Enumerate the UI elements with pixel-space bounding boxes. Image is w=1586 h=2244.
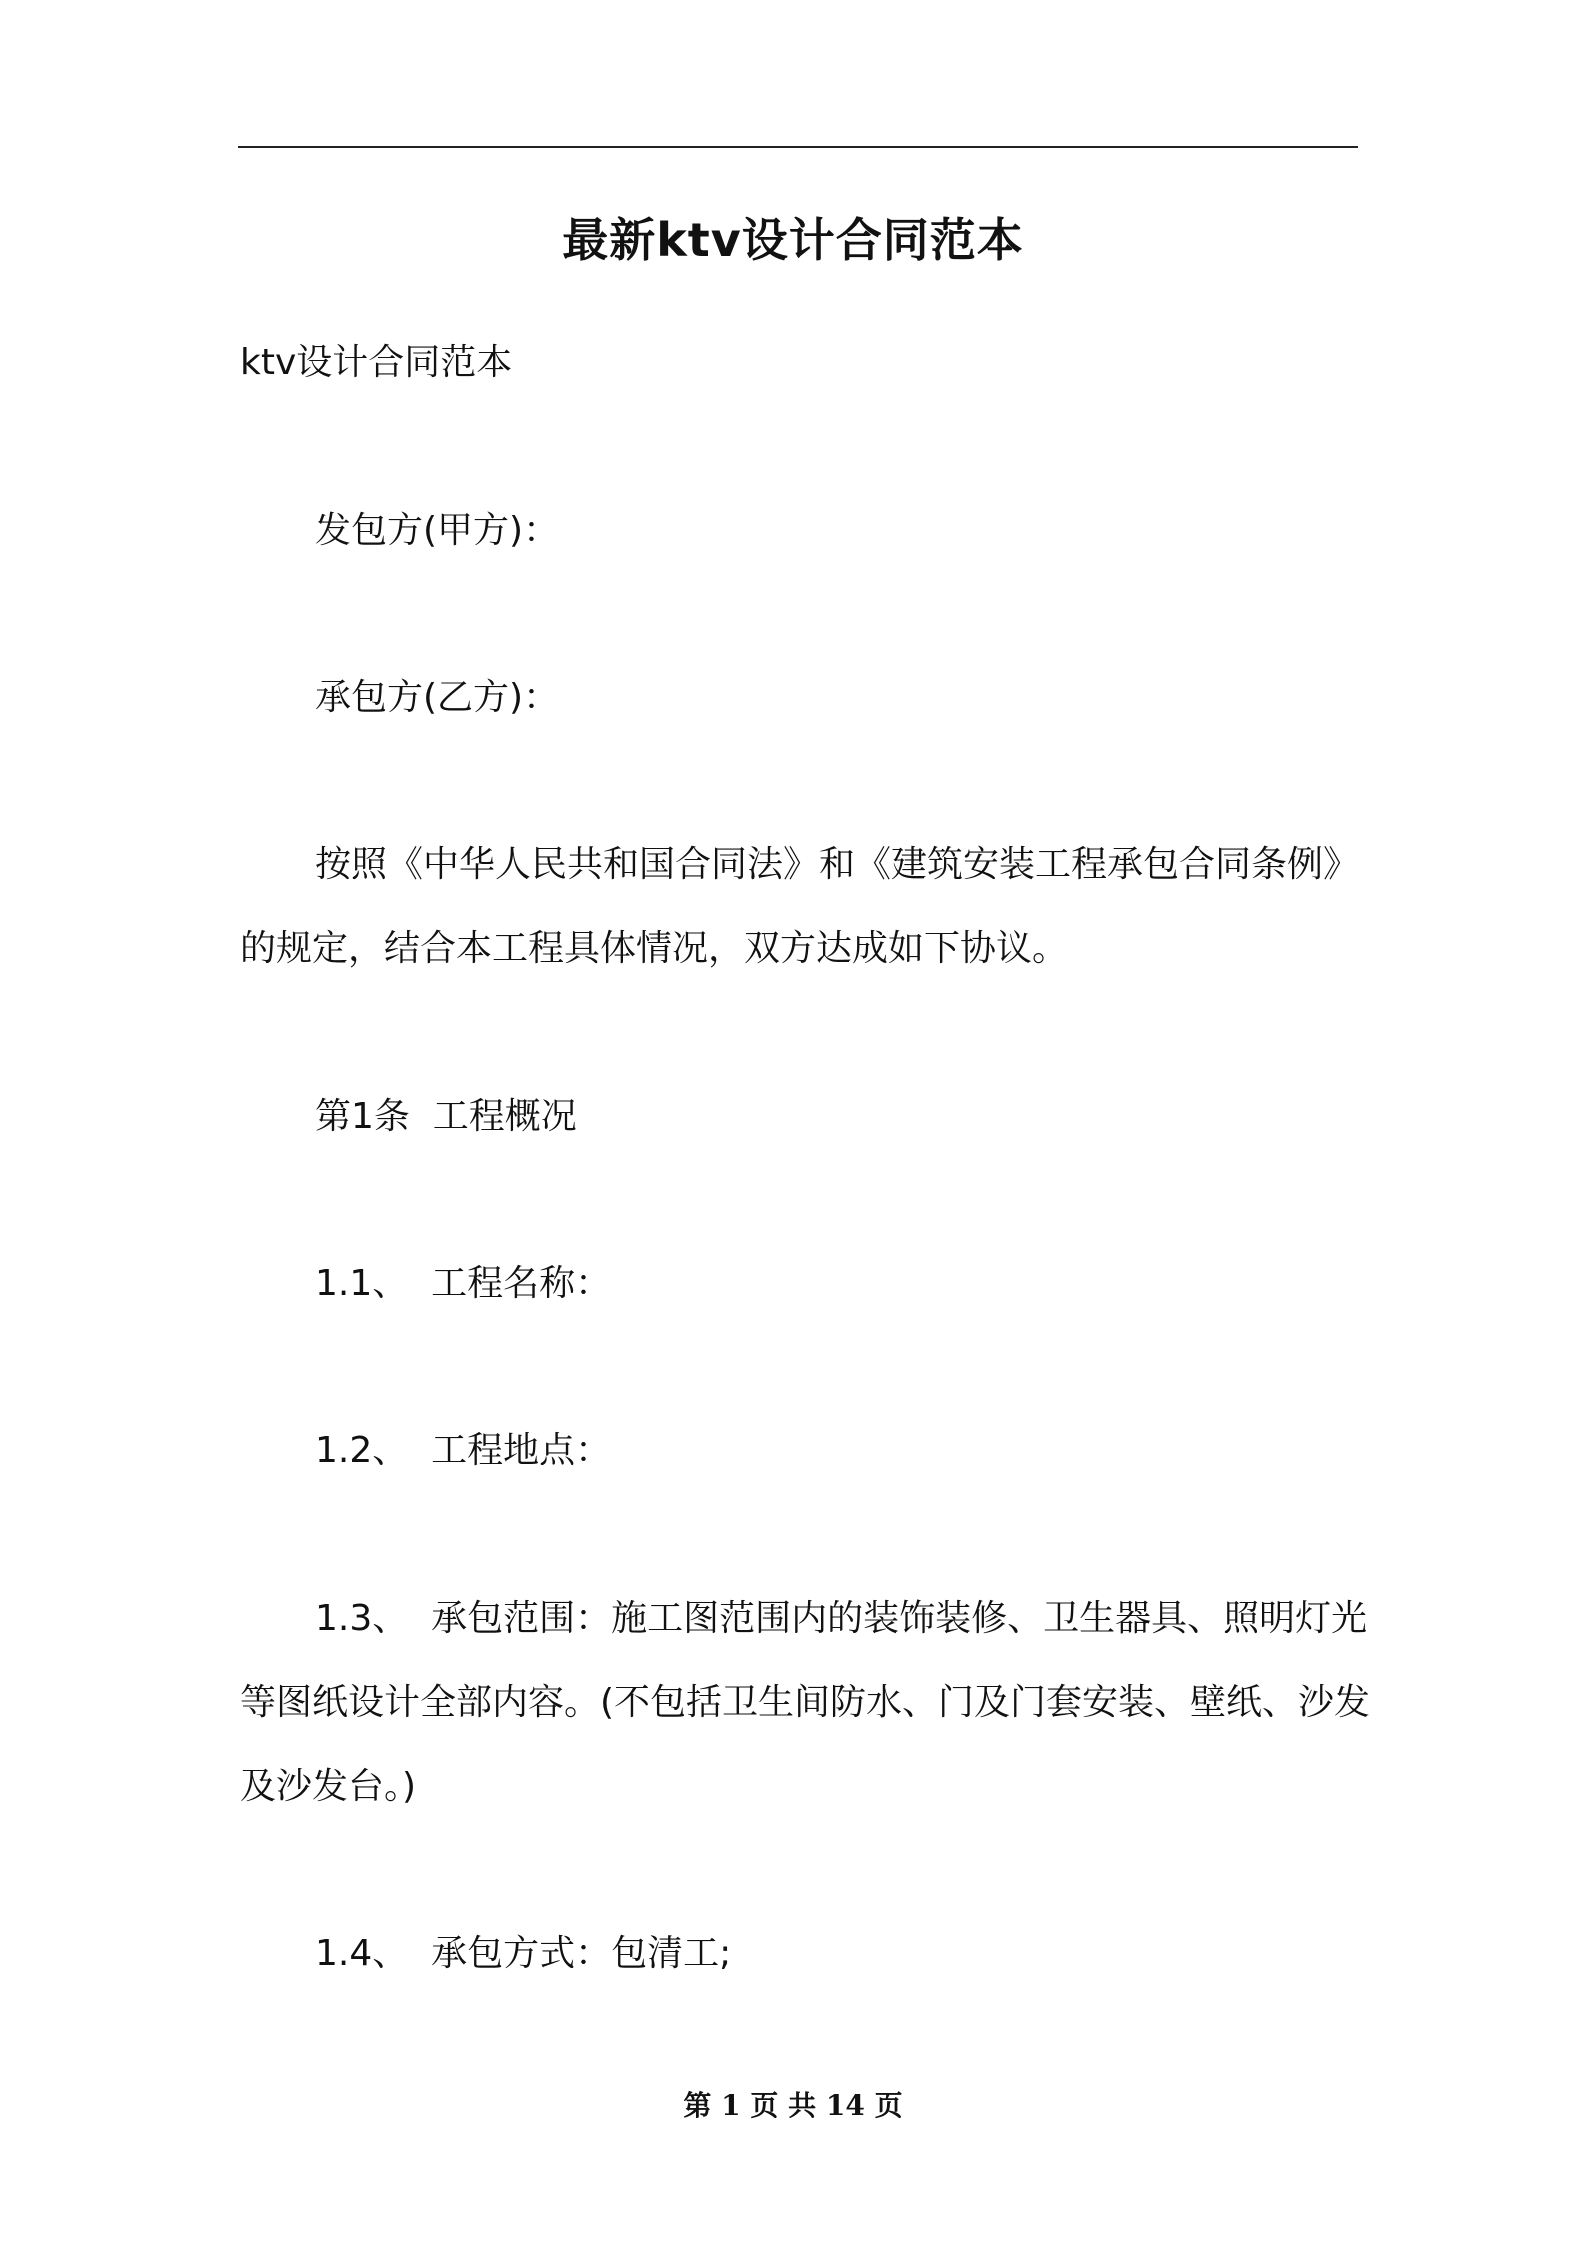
document-subtitle: ktv设计合同范本 xyxy=(240,342,513,383)
party-a-line: 发包方(甲方)： xyxy=(315,510,560,551)
clause-1-4: 1.4、 承包方式：包清工; xyxy=(315,1933,732,1974)
header-rule xyxy=(238,146,1358,148)
clause-1-1: 1.1、 工程名称： xyxy=(315,1263,612,1304)
clause-1-2: 1.2、 工程地点： xyxy=(315,1430,612,1471)
article-1-heading: 第1条 工程概况 xyxy=(315,1096,577,1137)
document-title: 最新ktv设计合同范本 xyxy=(562,213,1024,267)
clause-1-3: 1.3、 承包范围：施工图范围内的装饰装修、卫生器具、照明灯光等图纸设计全部内容。(不包括卫生间防水、门及门套安装、壁纸、沙发及沙发台。) xyxy=(240,1598,1371,1807)
page-number-footer: 第 1 页 共 14 页 xyxy=(683,2089,903,2122)
party-b-line: 承包方(乙方)： xyxy=(315,677,560,718)
preamble-paragraph: 按照《中华人民共和国合同法》和《建筑安装工程承包合同条例》的规定，结合本工程具体情况，双方达成如下协议。 xyxy=(240,844,1360,969)
